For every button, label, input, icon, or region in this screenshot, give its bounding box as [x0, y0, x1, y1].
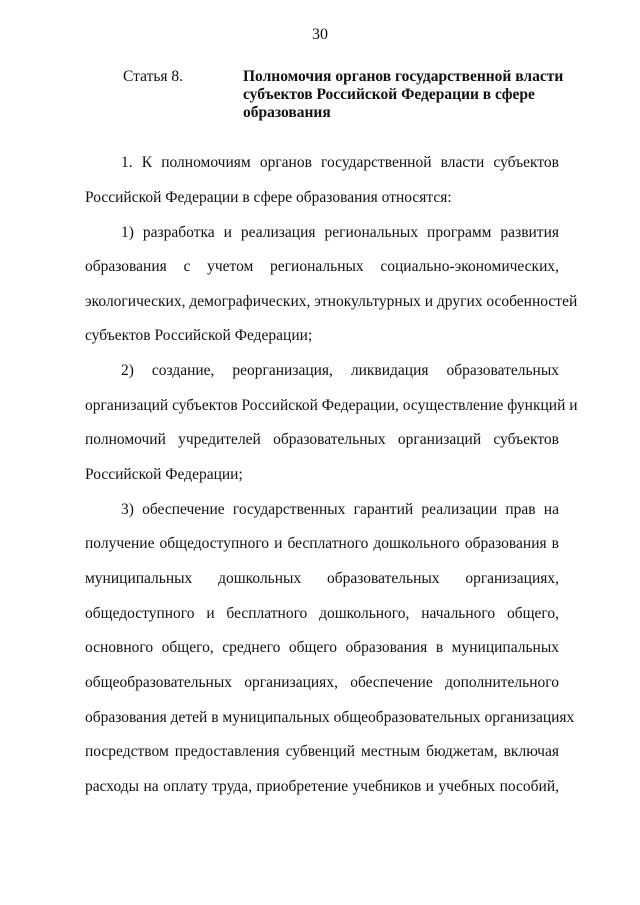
article-title-line: Полномочия органов государственной власти — [243, 68, 564, 85]
body-line: посредством предоставления субвенций местным бюджетам, включая — [85, 743, 559, 760]
article-label: Статья 8. — [123, 68, 184, 85]
body-line: образования детей в муниципальных общеобразовательных организациях — [85, 709, 575, 726]
body-line: 1) разработка и реализация региональных программ развития — [121, 224, 559, 241]
body-line: 1. К полномочиям органов государственной власти субъектов — [121, 154, 559, 171]
body-line: Российской Федерации; — [85, 466, 243, 483]
body-line: 2) создание, реорганизация, ликвидация образовательных — [121, 362, 559, 379]
body-line: 3) обеспечение государственных гарантий реализации прав на — [121, 501, 559, 518]
article-title — [243, 68, 573, 122]
body-line: образования с учетом региональных социально-экономических, — [85, 258, 559, 275]
page-number: 30 — [312, 26, 328, 43]
body-line: организаций субъектов Российской Федерации, осуществление функций и — [85, 397, 578, 414]
body-line: экологических, демографических, этнокультурных и других особенностей — [85, 293, 578, 310]
body-line: основного общего, среднего общего образования в муниципальных — [85, 639, 559, 656]
article-title-line: субъектов Российской Федерации в сфере — [243, 86, 535, 103]
body-line: общеобразовательных организациях, обеспечение дополнительного — [85, 674, 559, 691]
body-line: общедоступного и бесплатного дошкольного, начального общего, — [85, 605, 559, 622]
body-line: муниципальных дошкольных образовательных организациях, — [85, 570, 559, 587]
body-line: полномочий учредителей образовательных организаций субъектов — [85, 431, 559, 448]
body-line: субъектов Российской Федерации; — [85, 327, 313, 344]
body-line: расходы на оплату труда, приобретение учебников и учебных пособий, — [85, 778, 559, 795]
body-line: получение общедоступного и бесплатного дошкольного образования в — [85, 535, 559, 552]
body-line: Российской Федерации в сфере образования относятся: — [85, 189, 452, 206]
article-title-line: образования — [243, 104, 331, 121]
